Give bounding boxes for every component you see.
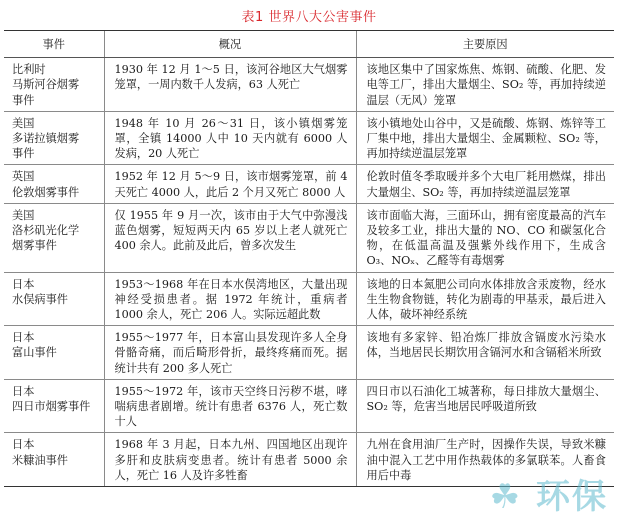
event-name-line: 米糠油事件 (12, 453, 68, 467)
summary-cell: 1955～1977 年，日本富山县发现许多人全身骨骼奇痛，而后畸形骨折，最终疼痛而死。据统计共有 200 多人死亡 (104, 326, 356, 380)
cause-cell: 九州在食用油厂生产时，因操作失误，导致米糠油中混入工艺中用作热载体的多氯联苯。人畜食用后中毒 (356, 433, 614, 487)
summary-cell: 1952 年 12 月 5～9 日，该市烟雾笼罩，前 4 天死亡 4000 人，此后 2 个月又死亡 8000 人 (104, 165, 356, 203)
event-name-line: 美国 (12, 116, 35, 130)
table-row (4, 326, 614, 380)
cause-cell: 该地的日本氮肥公司向水体排放含汞废物，经水生生物食物链，转化为剧毒的甲基汞，最后进入人体，破坏神经系统 (356, 272, 614, 326)
summary-cell: 1955～1972 年，该市天空终日污秽不堪，哮喘病患者剧增。统计有患者 6376 人，死亡数十人 (104, 379, 356, 433)
header-event: 事件 (4, 31, 104, 58)
event-cell (4, 433, 104, 487)
pollution-events-table (4, 30, 614, 487)
table-caption: 表1 世界八大公害事件 (241, 10, 377, 25)
event-name-line: 四日市烟雾事件 (12, 400, 91, 414)
event-name-line: 伦敦烟雾事件 (12, 185, 80, 199)
event-name-line: 日本 (12, 438, 35, 452)
cause-cell: 该地有多家锌、铅冶炼厂排放含镉废水污染水体，当地居民长期饮用含镉河水和含镉稻米所致 (356, 326, 614, 380)
event-name-line: 英国 (12, 170, 35, 184)
event-cell (4, 326, 104, 380)
event-name-line: 事件 (12, 147, 35, 161)
summary-cell: 1948 年 10 月 26～31 日，该小镇烟雾笼罩，全镇 14000 人中 10 天内就有 6000 人发病，20 人死亡 (104, 111, 356, 165)
table-row (4, 165, 614, 203)
event-name-line: 比利时 (12, 63, 46, 77)
event-name-line: 水俣病事件 (12, 292, 68, 306)
event-cell (4, 58, 104, 112)
cause-cell: 四日市以石油化工城著称，每日排放大量烟尘、SO₂ 等，危害当地居民呼吸道所致 (356, 379, 614, 433)
event-name-line: 日本 (12, 277, 35, 291)
table-row (4, 58, 614, 112)
event-cell (4, 111, 104, 165)
cause-cell: 该地区集中了国家炼焦、炼钢、硫酸、化肥、发电等工厂，排出大量烟尘、SO₂ 等，再加持续逆温层（无风）笼罩 (356, 58, 614, 112)
cause-cell: 伦敦时值冬季取暖并多个大电厂耗用燃煤，排出大量烟尘、SO₂ 等，再加持续逆温层笼罩 (356, 165, 614, 203)
cause-cell: 该市面临大海，三面环山，拥有密度最高的汽车及较多工业，排出大量的 NO、CO 和碳氢化合物，在低温高温及强紫外线作用下，生成含 O₃、NOₓ、乙醛等有毒烟雾 (356, 203, 614, 272)
summary-cell: 仅 1955 年 9 月一次，该市由于大气中弥漫浅蓝色烟雾，短短两天内 65 岁以上老人就死亡 400 余人。此前及此后，曾多次发生 (104, 203, 356, 272)
header-summary: 概况 (104, 31, 356, 58)
event-name-line: 美国 (12, 208, 35, 222)
event-name-line: 多诺拉镇烟雾 (12, 132, 80, 146)
event-cell (4, 203, 104, 272)
table-row (4, 203, 614, 272)
event-cell (4, 379, 104, 433)
watermark-logo: ☘ 环保 (489, 477, 608, 517)
table-header-row (4, 31, 614, 58)
event-name-line: 事件 (12, 93, 35, 107)
event-name-line: 日本 (12, 331, 35, 345)
event-cell (4, 272, 104, 326)
table-row (4, 111, 614, 165)
event-name-line: 洛杉矶光化学 (12, 224, 80, 238)
event-name-line: 马斯河谷烟雾 (12, 78, 80, 92)
event-name-line: 富山事件 (12, 346, 57, 360)
summary-cell: 1968 年 3 月起，日本九州、四国地区出现许多肝和皮肤病变患者。统计有患者 5000 余人，死亡 16 人及许多牲畜 (104, 433, 356, 487)
event-name-line: 烟雾事件 (12, 239, 57, 253)
table-row (4, 272, 614, 326)
event-cell (4, 165, 104, 203)
cause-cell: 该小镇地处山谷中，又是硫酸、炼钢、炼锌等工厂集中地，排出大量烟尘、金属颗粒、SO₂ 等，再加持续逆温层笼罩 (356, 111, 614, 165)
summary-cell: 1953～1968 年在日本水俣湾地区，大量出现神经受损患者。据 1972 年统计，重病者 1000 余人，死亡 206 人。实际远超此数 (104, 272, 356, 326)
event-name-line: 日本 (12, 384, 35, 398)
header-cause: 主要原因 (356, 31, 614, 58)
summary-cell: 1930 年 12 月 1～5 日，该河谷地区大气烟雾笼罩，一周内数千人发病，63 人死亡 (104, 58, 356, 112)
table-row (4, 379, 614, 433)
